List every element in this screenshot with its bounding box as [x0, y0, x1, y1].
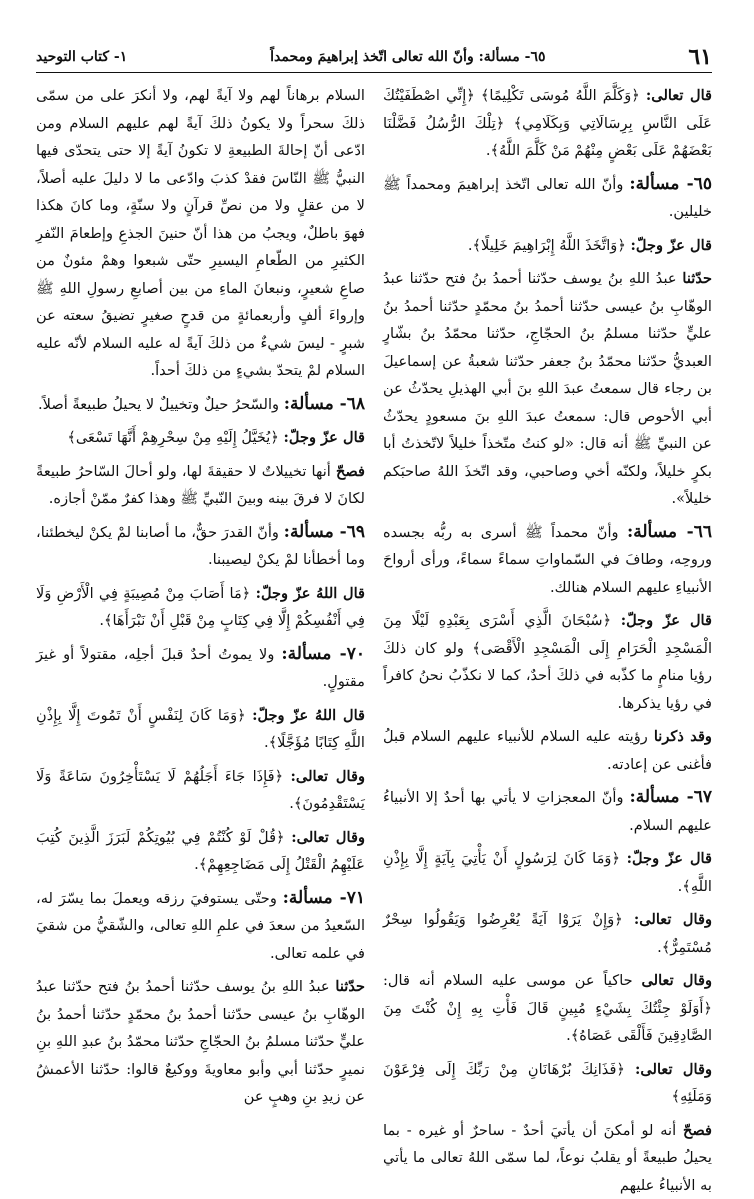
lead-phrase: قال اللهُ عزّ وجلّ:: [252, 707, 365, 724]
quran-citation: [383, 232, 712, 260]
lead-phrase: وقال تعالى:: [291, 768, 365, 785]
lead-phrase: وقال تعالى: [642, 972, 713, 989]
lead-phrase: قال عزّ وجلّ:: [627, 850, 712, 867]
paragraph-text: حاكياً عن موسى عليه السلام أنه قال: ﴿أَوَلَوْ جِئْتُكَ بِشَيْءٍ مُبِينٍ قَالَ فَأْتِ بِهِ إِنْ كُنْتَ مِنَ الصَّادِقِينَ فَأَلْقَى عَصَاهُ﴾.: [383, 972, 712, 1044]
lead-phrase: ٦٦- مسألة:: [627, 522, 712, 542]
quran-citation: [383, 82, 712, 165]
quran-citation: [36, 824, 365, 879]
paragraph-text: أنها تخييلاتٌ لا حقيقةَ لها، ولو أحالَ السّاحرُ طبيعةً لكانَ لا فرقَ بينه وبينَ النّبيِّ ﷺ وهذا كفرٌ ممّنْ أجازه.: [36, 463, 365, 508]
issue-heading: [383, 171, 712, 226]
lead-phrase: حدّثنا: [335, 978, 365, 995]
paragraph: [36, 458, 365, 513]
issue-heading: [36, 885, 365, 968]
lead-phrase: ٦٧- مسألة:: [629, 787, 712, 807]
paragraph: [383, 1117, 712, 1199]
issue-heading: [36, 391, 365, 419]
quran-citation: [383, 723, 712, 778]
left-column: [36, 82, 365, 1098]
paragraph: [383, 265, 712, 513]
issue-heading: [36, 519, 365, 574]
quran-citation: [383, 967, 712, 1050]
issue-heading: [36, 641, 365, 696]
book-title: ١- كتاب التوحيد: [36, 49, 127, 65]
paragraph-text: وأنّ الله تعالى اتّخذ إبراهيمَ ومحمداً ﷺ خليلين.: [383, 176, 712, 221]
lead-phrase: قال عزّ وجلّ:: [631, 237, 712, 254]
lead-phrase: قال تعالى:: [646, 87, 712, 104]
paragraph-text: وأنّ محمداً ﷺ أسرى به ربُّه بجسده وروحِه، وطافَ في السّماواتِ سماءً سماءً، ورأى أرواحَ الأنبياءِ عليهم السلام هنالك.: [383, 524, 712, 596]
lead-phrase: ٧١- مسألة:: [283, 888, 365, 908]
lead-phrase: حدّثنا: [682, 270, 712, 287]
lead-phrase: قال عزّ وجلّ:: [621, 612, 712, 629]
lead-phrase: وقال تعالى:: [635, 1061, 712, 1078]
paragraph-text: وأنّ القدرَ حقٌّ، ما أصابنا لمْ يكنْ ليخطئنا، وما أخطأنا لمْ يكنْ ليصيبنا.: [36, 524, 365, 569]
paragraph-text: ﴿قُلْ لَوْ كُنْتُمْ فِي بُيُوتِكُمْ لَبَرَزَ الَّذِينَ كُتِبَ عَلَيْهِمُ الْقَتْلُ إِلَى مَضَاجِعِهِمْ﴾.: [36, 829, 365, 874]
right-column: [383, 82, 712, 1098]
quran-citation: [383, 845, 712, 900]
paragraph-text: ﴿مَا أَصَابَ مِنْ مُصِيبَةٍ فِي الْأَرْضِ وَلَا فِي أَنْفُسِكُمْ إِلَّا فِي كِتَابٍ مِنْ قَبْلِ أَنْ نَبْرَأَهَا﴾.: [36, 585, 365, 630]
paragraph-text: وحتّى يستوفيَ رزقه ويعملَ بما يسّرَ له، السّعيدُ من سعدَ في علمِ اللهِ تعالى، والشّقيُّ من شقيَ في علمه تعالى.: [36, 890, 365, 962]
paragraph-text: ﴿وَكَلَّمَ اللَّهُ مُوسَى تَكْلِيمًا﴾ ﴿إِنِّي اصْطَفَيْتُكَ عَلَى النَّاسِ بِرِسَالَاتِي وَبِكَلَامِي﴾ ﴿تِلْكَ الرُّسُلُ فَضَّلْنَا بَعْضَهُمْ عَلَى بَعْضٍ مِنْهُمْ مَنْ كَلَّمَ اللَّهُ﴾.: [383, 87, 712, 159]
lead-phrase: وقال تعالى:: [291, 829, 365, 846]
paragraph-text: وأنّ المعجزاتِ لا يأتي بها أحدٌ إلا الأنبياءُ عليهم السلام.: [383, 789, 712, 834]
text-columns: [36, 82, 712, 1098]
issue-heading: [383, 519, 712, 602]
paragraph-text: ﴿فَذَانِكَ بُرْهَانَانِ مِنْ رَبِّكَ إِلَى فِرْعَوْنَ وَمَلَئِهِ﴾: [383, 1061, 712, 1106]
paragraph: [36, 973, 365, 1111]
paragraph-text: عبدُ اللهِ بنُ يوسف حدّثنا أحمدُ بنُ فتح حدّثنا عبدُ الوهّابِ بنُ عيسى حدّثنا أحمدُ بنُ محمّدٍ حدّثنا أحمدُ بنُ عليٍّ حدّثنا مسلمُ بنُ الحجّاجِ، حدّثنا محمّدُ بنُ بشّارٍ العبديُّ حدّثنا محمّدُ بنُ جعفر حدّثنا شعبةُ عن إسماعيلَ بن رجاء قال سمعتُ عبدَ اللهِ بنَ أبي الهذيلِ يحدّثُ عن أبي الأحوص قال: سمعتُ عبدَ اللهِ بنَ مسعودٍ يحدّثُ عن النبيِّ ﷺ أنه قال: «لو كنتُ متّخذاً خليلاً لاتّخذتُ أبا بكرٍ خليلاً، ولكنّه أخي وصاحبي، وقد اتّخذَ اللهُ صاحبَكم خليلاً».: [383, 270, 712, 507]
quran-citation: [36, 424, 365, 452]
lead-phrase: وقد ذكرنا: [654, 728, 712, 745]
paragraph-text: ﴿وَمَا كَانَ لِنَفْسٍ أَنْ تَمُوتَ إِلَّا بِإِذْنِ اللَّهِ كِتَابًا مُؤَجَّلًا﴾.: [36, 707, 365, 752]
lead-phrase: قال عزّ وجلّ:: [284, 429, 365, 446]
paragraph-text: ﴿فَإِذَا جَاءَ أَجَلُهُمْ لَا يَسْتَأْخِرُونَ سَاعَةً وَلَا يَسْتَقْدِمُونَ﴾.: [36, 768, 365, 813]
paragraph-text: ﴿وَاتَّخَذَ اللَّهُ إِبْرَاهِيمَ خَلِيلًا﴾.: [468, 237, 631, 254]
lead-phrase: ٦٥- مسألة:: [629, 174, 712, 194]
lead-phrase: قال اللهُ عزّ وجلّ:: [256, 585, 365, 602]
lead-phrase: ٦٨- مسألة:: [284, 394, 365, 414]
paragraph-text: ﴿وَمَا كَانَ لِرَسُولٍ أَنْ يَأْتِيَ بِآيَةٍ إِلَّا بِإِذْنِ اللَّهِ﴾.: [383, 850, 712, 895]
lead-phrase: ٦٩- مسألة:: [284, 522, 365, 542]
paragraph-text: عبدُ اللهِ بنُ يوسف حدّثنا أحمدُ بنُ فتح حدّثنا عبدُ الوهّابِ بنُ عيسى حدّثنا أحمدُ بنُ محمّدٍ حدّثنا أحمدُ بنُ عليٍّ حدّثنا مسلمُ بنُ الحجّاجِ حدّثنا محمّدُ بنُ عبدِ اللهِ بنِ نميرٍ حدّثنا أبي وأبو معاويةَ ووكيعٌ قالوا: حدّثنا الأعمشُ عن زيدِ بنِ وهبٍ عن: [36, 978, 365, 1105]
quran-citation: [36, 702, 365, 757]
quran-citation: [36, 763, 365, 818]
quran-citation: [383, 1056, 712, 1111]
paragraph-text: ﴿وَإِنْ يَرَوْا آيَةً يُعْرِضُوا وَيَقُولُوا سِحْرٌ مُسْتَمِرٌّ﴾.: [383, 911, 712, 956]
lead-phrase: فصحّ: [336, 463, 365, 480]
paragraph-text: أنه لو أمكنَ أن يأتيَ أحدٌ - ساحرٌ أو غيره - بما يحيلُ طبيعةً أو يقلبُ نوعاً، لما سمّى اللهُ تعالى ما يأتي به الأنبياءُ عليهم: [383, 1122, 712, 1194]
header-title: ٦٥- مسألة: وأنّ الله تعالى اتّخذ إبراهيمَ ومحمداً: [270, 49, 545, 65]
issue-heading: [383, 784, 712, 839]
lead-phrase: وقال تعالى:: [634, 911, 712, 928]
lead-phrase: فصحّ: [683, 1122, 712, 1139]
page-number: ٦١: [688, 44, 712, 70]
paragraph-text: ﴿يُخَيَّلُ إِلَيْهِ مِنْ سِحْرِهِمْ أَنَّهَا تَسْعَى﴾: [67, 429, 283, 446]
quran-citation: [36, 580, 365, 635]
paragraph-text: ولا يموتُ أحدٌ قبلَ أجلِه، مقتولاً أو غيرَ مقتولٍ.: [36, 646, 365, 691]
paragraph: [36, 82, 365, 385]
quran-citation: [383, 906, 712, 961]
lead-phrase: ٧٠- مسألة:: [281, 644, 365, 664]
paragraph-text: رؤيته عليه السلام للأنبياء عليهم السلام قبلُ فأغنى عن إعادته.: [383, 728, 712, 773]
paragraph-text: ﴿سُبْحَانَ الَّذِي أَسْرَى بِعَبْدِهِ لَيْلًا مِنَ الْمَسْجِدِ الْحَرَامِ إِلَى الْمَسْجِدِ الْأَقْصَى﴾ ولو كان ذلكَ رؤيا منامٍ ما كذّبه في ذلكَ أحدٌ، كما لا نكذّبُ نحنُ كافراً في رؤيا يذكرها.: [383, 612, 712, 712]
running-header: [36, 42, 712, 73]
quran-citation: [383, 607, 712, 717]
paragraph-text: السلام برهاناً لهم ولا آيةً لهم، ولا أنكرَ على من سمّى ذلكَ سحراً ولا يكونُ ذلكَ آيةً لهم عليهم السلام ومن ادّعى أنّ إحالةَ الطبيعةِ لا تكونُ آيةً إلا حتى يتحدّى فيها النبيُّ ﷺ النّاسَ فقدْ كذبَ وادّعى ما لا دليلَ عليه أصلاً، لا من عقلٍ ولا من نصِّ قرآنٍ ولا سنّةٍ، وما كانَ هكذا فهوَ باطلٌ، ويجبُ من هذا أنّ حنينَ الجذعِ وإطعامَ النّفرِ الكثيرِ من الطّعامِ اليسيرِ حتّى شبعوا وهمْ مئونٌ من صاعِ شعيرٍ، ونبعانَ الماءِ من بين أصابعِ رسولِ اللهِ ﷺ وإرواءَ ألفٍ وأربعمائةٍ من قدحٍ صغيرٍ تضيقُ سعته عن شبرٍ - ليسَ شيءٌ من ذلكَ آيةً له عليه السلام لأنّه عليه السلام لمْ يتحدّ بشيءٍ من ذلكَ أحداً.: [36, 87, 365, 379]
paragraph-text: والسّحرُ حيلٌ وتخييلٌ لا يحيلُ طبيعةً أصلاً.: [38, 396, 284, 413]
